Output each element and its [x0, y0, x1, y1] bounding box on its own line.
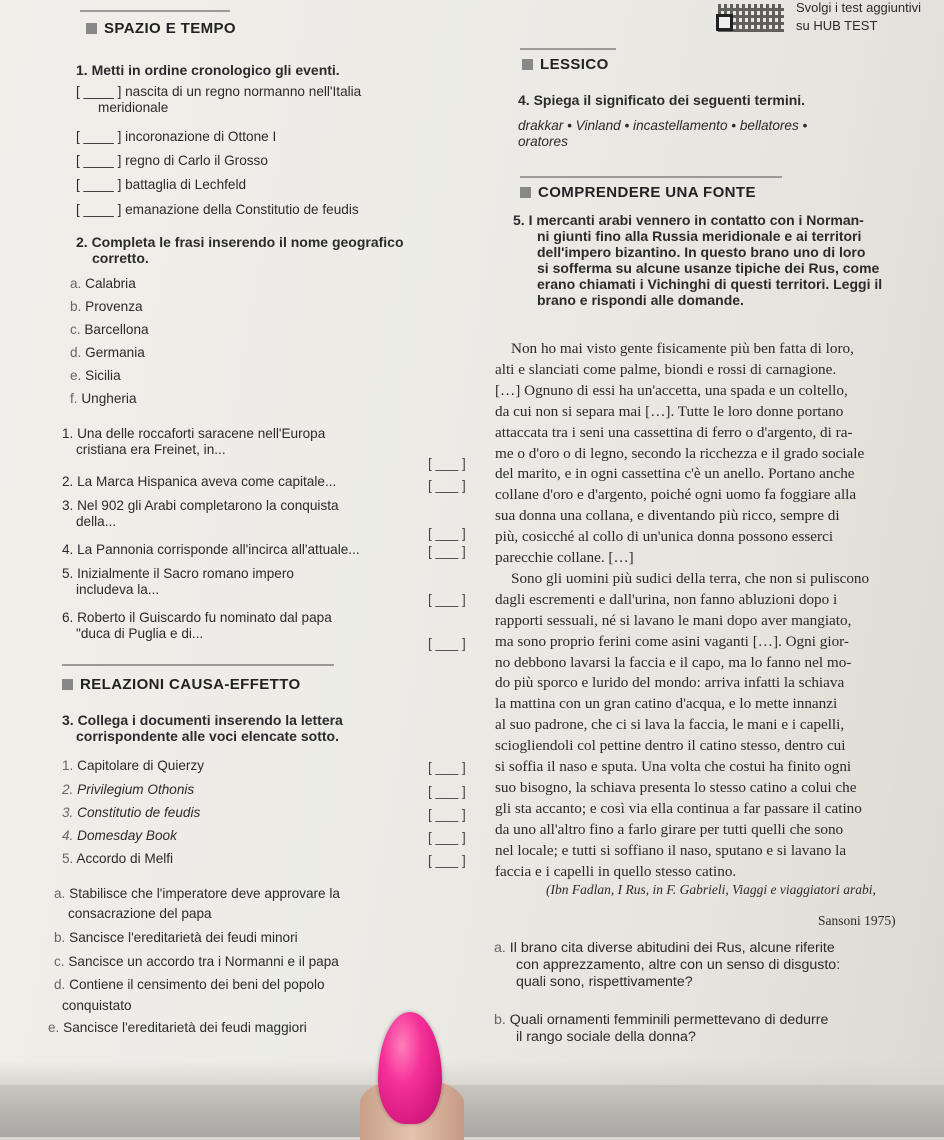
- ex3-choice-a: a. Stabilisce che l'imperatore deve approvare la: [54, 886, 340, 901]
- ex3-answer-2[interactable]: [ ___ ]: [428, 784, 466, 799]
- ex3-answer-4[interactable]: [ ___ ]: [428, 830, 466, 845]
- ex2-sentence-6: 6. Roberto il Guiscardo fu nominato dal papa: [62, 610, 332, 625]
- page-edge-shadow: [0, 1085, 944, 1137]
- fonte-rule: [520, 176, 782, 178]
- fonte-passage-line: no debbono lavarsi la faccia e il capo, ma lo fanno nel mo-: [495, 654, 852, 671]
- ex3-answer-1[interactable]: [ ___ ]: [428, 760, 466, 775]
- ex2-sentence-3: 3. Nel 902 gli Arabi completarono la conquista: [62, 498, 339, 513]
- fonte-question: [494, 1012, 828, 1028]
- ex2-title: 2. Completa le frasi inserendo il nome geografico: [76, 234, 404, 250]
- ex1-item-4[interactable]: [ ____ ] battaglia di Lechfeld: [76, 177, 247, 192]
- ex2-option-f: f. Ungheria: [70, 391, 137, 406]
- section-fonte-label: COMPRENDERE UNA FONTE: [538, 184, 756, 201]
- ex2-sentence-2: 2. La Marca Hispanica aveva come capitale...: [62, 474, 337, 489]
- fonte-intro-line: si sofferma su alcune usanze tipiche dei Rus, come: [537, 260, 880, 276]
- ex2-sentence-1-cont: cristiana era Freinet, in...: [76, 442, 226, 457]
- fonte-passage-line: attaccata tra i seni una cassettina di ferro o d'argento, di ra-: [495, 424, 853, 441]
- ex2-answer-4[interactable]: [ ___ ]: [428, 544, 466, 559]
- lessico-rule: [520, 48, 616, 50]
- ex2-title-cont: corretto.: [92, 250, 149, 266]
- ex3-title-cont: corrispondente alle voci elencate sotto.: [76, 728, 339, 744]
- hub-test-line1: Svolgi i test aggiuntivi: [796, 0, 922, 15]
- fonte-passage-line: sua donna una collana, e diventando più ricco, sempre di: [495, 507, 840, 524]
- ex3-choice-d-cont: conquistato: [62, 998, 132, 1013]
- ex2-answer-6[interactable]: [ ___ ]: [428, 636, 466, 651]
- ex1-item-5[interactable]: [ ____ ] emanazione della Constitutio de feudis: [76, 202, 359, 217]
- fonte-question: [494, 940, 835, 956]
- ex2-option-d: d. Germania: [70, 345, 145, 360]
- ex2-sentence-6-cont: "duca di Puglia e di...: [76, 626, 204, 641]
- fonte-passage-line: da cui non si separa mai […]. Tutte le loro donne portano: [495, 403, 844, 420]
- square-bullet-icon: [86, 23, 97, 34]
- ex3-choice-c: c. Sancisce un accordo tra i Normanni e il papa: [54, 954, 339, 969]
- fonte-passage-line: me o d'oro o di legno, secondo la ricchezza e il grado sociale: [495, 445, 865, 462]
- ex2-answer-1[interactable]: [ ___ ]: [428, 456, 466, 471]
- ex2-sentence-5-cont: includeva la...: [76, 582, 160, 597]
- fonte-passage-line: parecchie collane. […]: [495, 549, 634, 566]
- fonte-question-letter: b.: [494, 1012, 506, 1028]
- ex3-answer-3[interactable]: [ ___ ]: [428, 807, 466, 822]
- fonte-passage-line: suo bisogno, la schiava presenta lo stesso catino a colui che: [495, 779, 857, 796]
- section-fonte: [520, 184, 756, 201]
- section-lessico: [522, 56, 609, 73]
- fonte-passage-line: collane d'oro e d'argento, poiché ogni uomo fa foggiare alla: [495, 486, 857, 503]
- square-bullet-icon: [522, 59, 533, 70]
- section-spazio-tempo: [86, 20, 236, 37]
- header-rule: [80, 10, 230, 12]
- fonte-question-letter: a.: [494, 940, 506, 956]
- ex3-choice-a-cont: consacrazione del papa: [68, 906, 212, 921]
- ex1-item-1-cont: meridionale: [98, 100, 169, 115]
- section-spazio-tempo-label: SPAZIO E TEMPO: [104, 20, 237, 37]
- square-bullet-icon: [62, 679, 73, 690]
- fonte-intro-line: brano e rispondi alle domande.: [537, 292, 744, 308]
- fonte-passage-line: ma sono proprio ferini come asini vaganti […]. Ogni gior-: [495, 633, 849, 650]
- ex3-doc-4: 4. Domesday Book: [62, 828, 177, 843]
- ex3-choice-b: b. Sancisce l'ereditarietà dei feudi minori: [54, 930, 298, 945]
- fonte-question-cont: quali sono, rispettivamente?: [516, 974, 693, 990]
- ex4-title: 4. Spiega il significato dei seguenti termini.: [518, 92, 806, 108]
- section-lessico-label: LESSICO: [540, 56, 609, 73]
- ex2-answer-5[interactable]: [ ___ ]: [428, 592, 466, 607]
- ex2-option-c: c. Barcellona: [70, 322, 149, 337]
- ex1-item-1[interactable]: [ ____ ] nascita di un regno normanno nell'Italia: [76, 84, 362, 99]
- fonte-passage-line: più, cosicché al collo di un'unica donna possono esserci: [495, 528, 834, 545]
- ex2-option-e: e. Sicilia: [70, 368, 121, 383]
- fonte-intro-line: dell'impero bizantino. In questo brano uno di loro: [537, 244, 866, 260]
- fonte-passage-line: rapporti sessuali, né si lavano le mani dopo aver mangiato,: [495, 612, 852, 629]
- ex3-title: 3. Collega i documenti inserendo la lettera: [62, 712, 343, 728]
- qr-corner-icon: [716, 14, 733, 31]
- fonte-passage-line: si soffia il naso e sputa. Una volta che costui ha finito ogni: [495, 758, 852, 775]
- fonte-passage-line: Sono gli uomini più sudici della terra, che non si puliscono: [511, 570, 870, 587]
- ex2-sentence-3-cont: della...: [76, 514, 117, 529]
- fonte-question-cont: con apprezzamento, altre con un senso di disgusto:: [516, 957, 841, 973]
- fonte-passage-line: da uno all'altro fino a farlo girare per tutti quelli che sono: [495, 821, 844, 838]
- ex1-item-3[interactable]: [ ____ ] regno di Carlo il Grosso: [76, 153, 268, 168]
- ex4-terms-cont: oratores: [518, 134, 568, 149]
- fonte-passage-line: faccia e i capelli in quello stesso catino.: [495, 863, 737, 880]
- fonte-passage-line: del marito, e in ogni cassettina c'è un anello. Portano anche: [495, 465, 855, 482]
- ex2-option-b: b. Provenza: [70, 299, 143, 314]
- fonte-question-cont: il rango sociale della donna?: [516, 1029, 696, 1045]
- fonte-question-text: Quali ornamenti femminili permettevano di dedurre: [509, 1012, 829, 1028]
- fonte-passage-line: nel locale; e tutti si soffiano il naso, sputano e si lavano la: [495, 842, 847, 859]
- square-bullet-icon: [520, 187, 531, 198]
- section-relazioni: [62, 676, 301, 693]
- fonte-citation-cont: Sansoni 1975): [818, 913, 896, 928]
- ex3-choice-d: d. Contiene il censimento dei beni del popolo: [54, 977, 325, 992]
- ex2-sentence-1: 1. Una delle roccaforti saracene nell'Europa: [62, 426, 326, 441]
- fonte-intro-line: ni giunti fino alla Russia meridionale e ai territori: [537, 228, 862, 244]
- fingernail-icon: [378, 1012, 442, 1124]
- ex2-sentence-4: 4. La Pannonia corrisponde all'incirca all'attuale...: [62, 542, 360, 557]
- fonte-passage-line: al suo padrone, che ci si lava la faccia, le mani e i capelli,: [495, 716, 845, 733]
- fonte-intro-line: 5. I mercanti arabi vennero in contatto con i Norman-: [513, 212, 864, 228]
- hub-test-line2: su HUB TEST: [796, 18, 878, 33]
- ex3-doc-5: 5. Accordo di Melfi: [62, 851, 174, 866]
- ex1-title: 1. Metti in ordine cronologico gli eventi.: [76, 62, 340, 78]
- fonte-intro-line: erano chiamati i Vichinghi di questi territori. Leggi il: [537, 276, 883, 292]
- fonte-passage-line: […] Ognuno di essi ha un'accetta, una spada e un coltello,: [495, 382, 848, 399]
- fonte-question-text: Il brano cita diverse abitudini dei Rus, alcune riferite: [509, 940, 835, 956]
- ex3-answer-5[interactable]: [ ___ ]: [428, 853, 466, 868]
- relazioni-rule: [62, 664, 334, 666]
- fonte-passage-line: dagli escrementi e dall'urina, non fanno abluzioni dopo i: [495, 591, 838, 608]
- fonte-passage-line: la mattina con un gran catino d'acqua, e lo mette innanzi: [495, 695, 838, 712]
- ex4-terms: drakkar • Vinland • incastellamento • bellatores •: [518, 118, 808, 133]
- ex2-option-a: a. Calabria: [70, 276, 136, 291]
- ex2-answer-3[interactable]: [ ___ ]: [428, 526, 466, 541]
- fonte-passage-line: gli sta accanto; e così via ella continua a far passare il catino: [495, 800, 862, 817]
- fonte-passage-line: Non ho mai visto gente fisicamente più ben fatta di loro,: [511, 340, 854, 357]
- fonte-citation: (Ibn Fadlan, I Rus, in F. Gabrieli, Viaggi e viaggiatori arabi,: [546, 882, 876, 897]
- ex2-sentence-5: 5. Inizialmente il Sacro romano impero: [62, 566, 294, 581]
- ex2-answer-2[interactable]: [ ___ ]: [428, 478, 466, 493]
- fonte-passage-line: do più sporco e lurido del mondo: arriva infatti la schiava: [495, 674, 845, 691]
- fonte-passage-line: alti e slanciati come palme, biondi e rossi di carnagione.: [495, 361, 837, 378]
- ex3-doc-2: 2. Privilegium Othonis: [62, 782, 195, 797]
- section-relazioni-label: RELAZIONI CAUSA-EFFETTO: [80, 676, 301, 693]
- ex3-choice-e: e. Sancisce l'ereditarietà dei feudi maggiori: [48, 1020, 307, 1035]
- fonte-passage-line: sciogliendoli col pettine dentro il catino stesso, dentro cui: [495, 737, 846, 754]
- ex1-item-2[interactable]: [ ____ ] incoronazione di Ottone I: [76, 129, 277, 144]
- ex3-doc-1: 1. Capitolare di Quierzy: [62, 758, 205, 773]
- ex3-doc-3: 3. Constitutio de feudis: [62, 805, 201, 820]
